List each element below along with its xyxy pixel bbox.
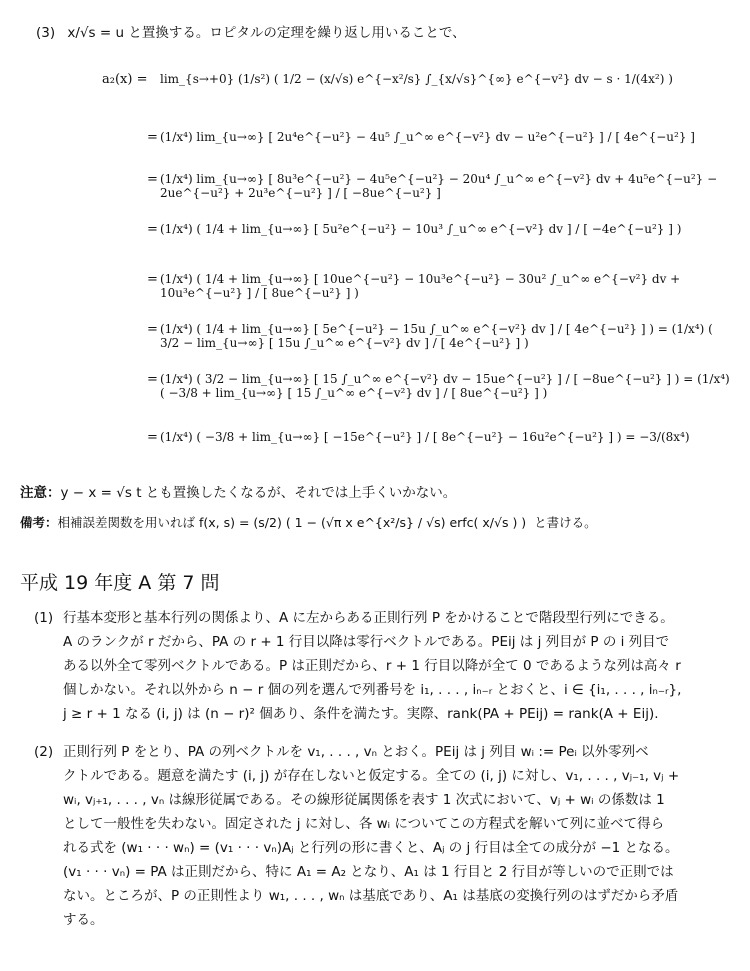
item-1-body [63, 606, 743, 726]
item-1-line: ある以外全て零列ベクトルである。P は正則だから、r + 1 行目以降が全て 0 であるような列は高々 r [63, 658, 681, 674]
remark-line [20, 514, 597, 532]
item-1-line: 行基本変形と基本行列の関係より、A に左からある正則行列 P をかけることで階段型行列にできる。 [63, 610, 674, 626]
note-line [20, 484, 456, 502]
derivation-rhs-7: (1/x⁴) ( −3/8 + lim_{u→∞} [ −15e^{−u²} ] / [ 8e^{−u²} − 16u²e^{−u²} ] ) = −3/(8x⁴) [160, 430, 690, 444]
item-2-line: 正則行列 P をとり、PA の列ベクトルを v₁, . . . , vₙ とおく。PEij は j 列目 wᵢ := Peᵢ 以外零列ベ [63, 744, 649, 760]
item-2-line: として一般性を失わない。固定された j に対し、各 wᵢ についてこの方程式を解いて列に並べて得ら [63, 816, 665, 832]
derivation-lhs-4: = [147, 272, 158, 287]
derivation-lhs-5: = [147, 322, 158, 337]
item-2-line: クトルである。題意を満たす (i, j) が存在しないと仮定する。全ての (i, j) に対し、v₁, . . . , vⱼ₋₁, vⱼ + [63, 768, 680, 784]
derivation-rhs-3: (1/x⁴) ( 1/4 + lim_{u→∞} [ 5u²e^{−u²} − 10u³ ∫_u^∞ e^{−v²} dv ] / [ −4e^{−u²} ] ) [160, 222, 682, 236]
derivation-rhs-1: (1/x⁴) lim_{u→∞} [ 2u⁴e^{−u²} − 4u⁵ ∫_u^∞ e^{−v²} dv − u²e^{−u²} ] / [ 4e^{−u²} ] [160, 130, 695, 144]
derivation-rhs-4: (1/x⁴) ( 1/4 + lim_{u→∞} [ 10ue^{−u²} − 10u³e^{−u²} − 30u² ∫_u^∞ e^{−v²} dv + 10u³e^{−u²} ] / [ 8ue^{−u²} ] ) [160, 272, 681, 300]
derivation-lhs-3: = [147, 222, 158, 237]
note-label: 注意： [20, 485, 61, 501]
note-text: y − x = √s t とも置換したくなるが、それでは上手くいかない。 [60, 485, 457, 501]
part-3-intro [36, 24, 466, 42]
derivation-lhs-0: a₂(x) = [102, 72, 148, 87]
item-2-line: (v₁ · · · vₙ) = PA は正則だから、特に A₁ = A₂ となり、A₁ は 1 行目と 2 行目が等しいので正則では [63, 864, 674, 880]
intro-text: x/√s = u と置換する。ロピタルの定理を繰り返し用いることで、 [67, 25, 466, 41]
derivation-rhs-5: (1/x⁴) ( 1/4 + lim_{u→∞} [ 5e^{−u²} − 15u ∫_u^∞ e^{−v²} dv ] / [ 4e^{−u²} ] ) = (1/x⁴) ( 3/2 − lim_{u→∞} [ 15u ∫_u^∞ e^{−v²} dv ] / [ 4e^{−u²} ] ) [160, 322, 713, 350]
part-number: (3) [36, 25, 56, 41]
derivation-rhs-2: (1/x⁴) lim_{u→∞} [ 8u³e^{−u²} − 4u⁵e^{−u²} − 20u⁴ ∫_u^∞ e^{−v²} dv + 4u⁵e^{−u²} − 2ue^{−u²} + 2u³e^{−u²} ] / [ −8ue^{−u²} ] [160, 172, 718, 200]
derivation-rhs-6: (1/x⁴) ( 3/2 − lim_{u→∞} [ 15 ∫_u^∞ e^{−v²} dv − 15ue^{−u²} ] / [ −8ue^{−u²} ] ) = (1/x⁴) ( −3/8 + lim_{u→∞} [ 15 ∫_u^∞ e^{−v²} dv ] / [ 8ue^{−u²} ] ) [160, 372, 730, 400]
item-2-line: する。 [63, 912, 104, 928]
derivation-lhs-7: = [147, 430, 158, 445]
item-2-body [63, 740, 743, 932]
item-1-number: (1) [34, 610, 54, 626]
remark-label: 備考： [20, 515, 58, 530]
derivation-rhs-0: lim_{s→+0} (1/s²) ( 1/2 − (x/√s) e^{−x²/s} ∫_{x/√s}^{∞} e^{−v²} dv − s · 1/(4x²) ) [160, 72, 673, 86]
item-1-line: 個しかない。それ以外から n − r 個の列を選んで列番号を i₁, . . . , iₙ₋ᵣ とおくと、i ∈ {i₁, . . . , iₙ₋ᵣ}, [63, 682, 682, 698]
item-1-line: j ≥ r + 1 なる (i, j) は (n − r)² 個あり、条件を満たす。実際、rank(PA + PEij) = rank(A + Eij). [63, 706, 659, 722]
item-2-line: れる式を (w₁ · · · wₙ) = (v₁ · · · vₙ)Aⱼ と行列の形に書くと、Aⱼ の j 行目は全ての成分が −1 となる。 [63, 840, 679, 856]
derivation-lhs-2: = [147, 172, 158, 187]
remark-text-before: 相補誤差関数を用いれば f(x, s) = (s/2) ( 1 − (√π x e^{x²/s} / √s) erfc( x/√s ) ) [57, 515, 527, 530]
remark-text-after: と書ける。 [534, 515, 597, 530]
item-2-number: (2) [34, 744, 54, 760]
item-2-line: wᵢ, vⱼ₊₁, . . . , vₙ は線形従属である。その線形従属関係を表す 1 次式において、vⱼ + wᵢ の係数は 1 [63, 792, 665, 808]
item-1-line: A のランクが r だから、PA の r + 1 行目以降は零行ベクトルである。PEij は j 列目が P の i 列目で [63, 634, 670, 650]
derivation-lhs-1: = [147, 130, 158, 145]
derivation-lhs-6: = [147, 372, 158, 387]
section-heading: 平成 19 年度 A 第 7 問 [20, 572, 220, 594]
item-2-line: ない。ところが、P の正則性より w₁, . . . , wₙ は基底であり、A₁ は基底の変換行列のはずだから矛盾 [63, 888, 679, 904]
